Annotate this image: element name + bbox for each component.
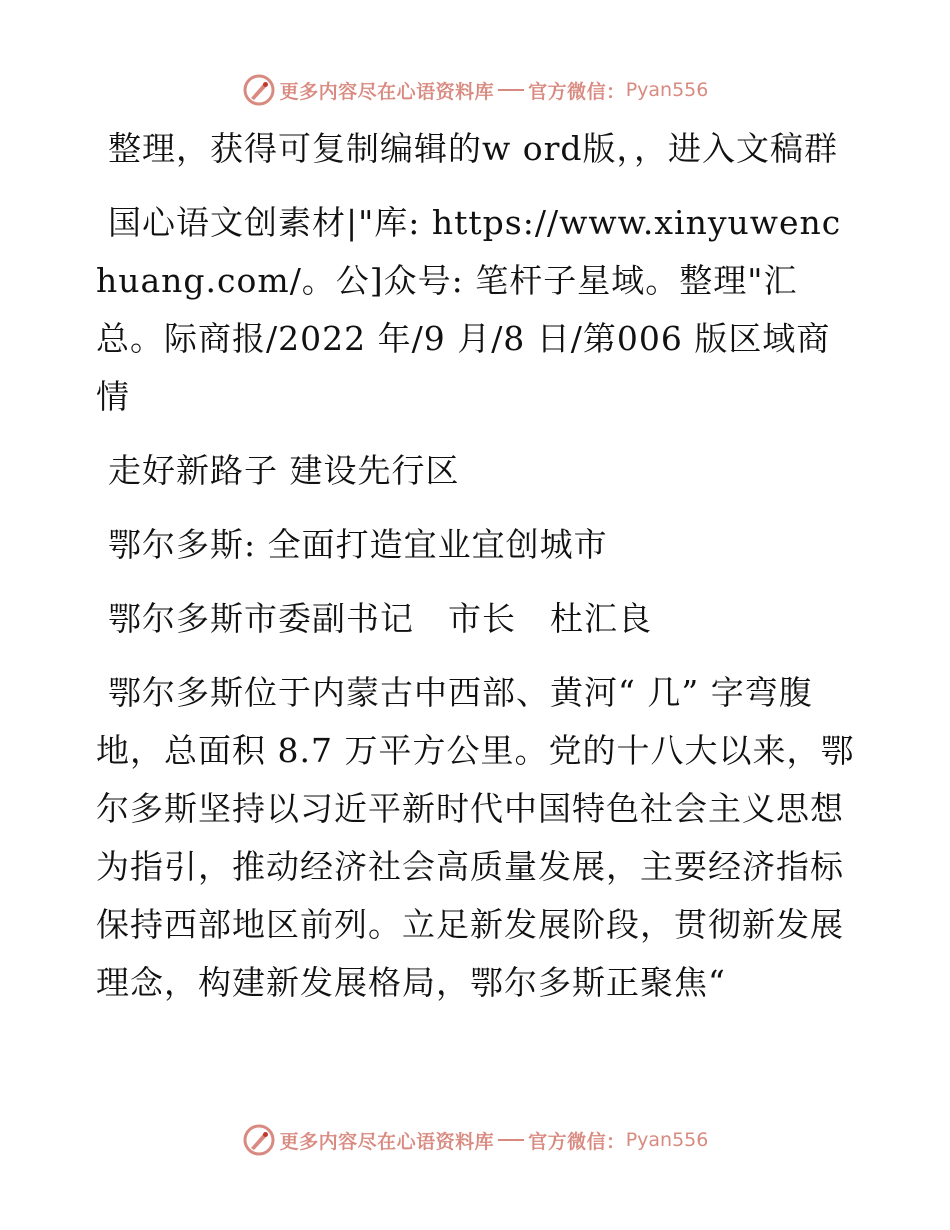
paragraph-source: 国心语文创素材|"库: https://www.xinyuwenchuang.com/。公]众号: 笔杆子星域。整理"汇总。际商报/2022 年/9 月/8 日/第006 版区域商情	[96, 203, 842, 416]
paragraph-subheadline: 鄂尔多斯: 全面打造宜业宜创城市	[108, 525, 608, 564]
paragraph-headline: 走好新路子 建设先行区	[108, 451, 460, 490]
header-watermark	[0, 70, 950, 110]
document-body	[96, 120, 856, 1028]
watermark-main-text: 更多内容尽在心语资料库	[279, 80, 495, 103]
watermark-separator	[498, 1139, 524, 1141]
paragraph-author: 鄂尔多斯市委副书记 市长 杜汇良	[108, 599, 652, 638]
watermark-main-text: 更多内容尽在心语资料库	[279, 1130, 495, 1153]
watermark-official-text: 官方微信：	[528, 80, 626, 103]
pen-logo-icon	[242, 1123, 276, 1157]
pen-logo-icon	[242, 73, 276, 107]
paragraph-body: 鄂尔多斯位于内蒙古中西部、黄河“ 几” 字弯腹地，总面积 8.7 万平方公里。党的十八大以来，鄂尔多斯坚持以习近平新时代中国特色社会主义思想为指引，推动经济社会高质量发展，主要经济指标保持西部地区前列。立足新发展阶段，贯彻新发展理念，构建新发展格局，鄂尔多斯正聚焦“	[96, 673, 855, 1002]
watermark-wechat-id: Pyan556	[625, 79, 709, 101]
paragraph-intro: 整理，获得可复制编辑的w ord版，，进入文稿群	[108, 129, 839, 168]
watermark-wechat-id: Pyan556	[625, 1129, 709, 1151]
footer-watermark	[0, 1120, 950, 1160]
watermark-official-text: 官方微信：	[528, 1130, 626, 1153]
watermark-separator	[498, 89, 524, 91]
